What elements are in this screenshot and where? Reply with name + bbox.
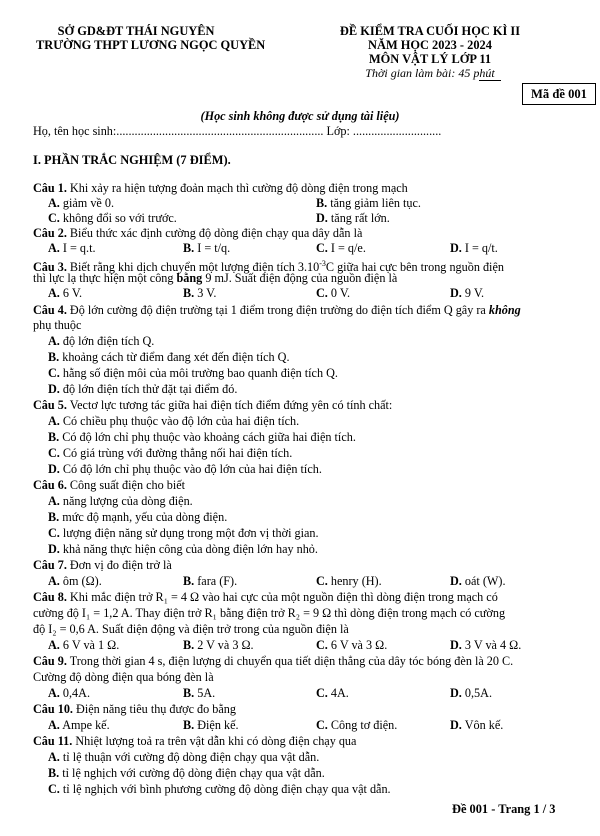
option-letter: C. (316, 686, 328, 700)
option-10a[interactable] (48, 718, 110, 733)
option-letter: A. (48, 241, 60, 255)
option-letter: A. (48, 414, 60, 428)
question-2 (33, 226, 362, 241)
option-letter: B. (48, 510, 60, 524)
question-text: Khi xảy ra hiện tượng đoản mạch thì cường độ dòng điện trong mạch (66, 181, 408, 195)
subject: MÔN VẬT LÝ LỚP 11 (368, 52, 492, 66)
option-letter: B. (48, 350, 60, 364)
option-5c[interactable] (48, 446, 292, 461)
option-text: henry (H). (330, 574, 382, 588)
student-info-line[interactable]: Họ, tên học sinh:.................................................................... Lớp: ............................. (33, 124, 442, 138)
option-letter: D. (48, 542, 60, 556)
question-text: Vectơ lực tương tác giữa hai điện tích điểm đứng yên có tính chất: (66, 398, 393, 412)
option-7b[interactable] (183, 574, 237, 589)
option-text: I = q.t. (62, 241, 96, 255)
question-text: Đơn vị đo điện trở là (66, 558, 172, 572)
option-3a[interactable] (48, 286, 82, 301)
option-text: 6 V và 1 Ω. (62, 638, 120, 652)
option-letter: B. (183, 638, 195, 652)
option-letter: C. (48, 366, 60, 380)
option-text: lượng điện năng sử dụng trong một đơn vị thời gian. (62, 526, 319, 540)
question-11 (33, 734, 356, 749)
option-9d[interactable] (450, 686, 492, 701)
option-text: 6 V và 3 Ω. (330, 638, 388, 652)
option-text: 3 V và 4 Ω. (464, 638, 522, 652)
question-label: Câu 6. (33, 478, 67, 492)
option-8b[interactable] (183, 638, 254, 653)
option-letter: D. (48, 462, 60, 476)
option-1b[interactable] (316, 196, 421, 211)
option-letter: D. (450, 286, 462, 300)
option-text: Có độ lớn chỉ phụ thuộc vào độ lớn của hai điện tích. (62, 462, 322, 476)
option-letter: A. (48, 638, 60, 652)
option-letter: D. (450, 718, 462, 732)
option-2b[interactable] (183, 241, 230, 256)
option-letter: D. (450, 638, 462, 652)
option-text: 9 V. (464, 286, 485, 300)
school-name: TRƯỜNG THPT LƯƠNG NGỌC QUYỀN (36, 38, 266, 52)
question-8-line2: cường độ I₁ = 1,2 A. Thay điện trở R₁ bằng điện trở R₂ = 9 Ω thì dòng điện trong mạch có cường (33, 606, 506, 620)
time-limit: Thời gian làm bài: 45 phút (365, 66, 495, 80)
option-7c[interactable] (316, 574, 382, 589)
option-11a[interactable] (48, 750, 319, 765)
question-label: Câu 4. (33, 303, 67, 317)
option-letter: B. (316, 196, 328, 210)
option-text: 6 V. (62, 286, 83, 300)
option-letter: B. (183, 286, 195, 300)
emphasis-word: không (488, 303, 521, 317)
option-10c[interactable] (316, 718, 397, 733)
question-text: Biết rằng khi dịch chuyển một lượng điện tích 3.10 (66, 260, 320, 275)
option-letter: C. (316, 638, 328, 652)
option-letter: C. (48, 446, 60, 460)
question-9-line2: Cường độ dòng điện qua bóng đèn là (33, 670, 214, 684)
question-6 (33, 478, 185, 493)
option-6d[interactable] (48, 542, 318, 557)
option-4b[interactable] (48, 350, 290, 365)
option-9a[interactable] (48, 686, 90, 701)
option-letter: B. (183, 574, 195, 588)
option-text: I = q/e. (330, 241, 366, 255)
option-5d[interactable] (48, 462, 322, 477)
option-letter: D. (450, 686, 462, 700)
question-text: Trong thời gian 4 s, điện lượng di chuyển qua tiết diện thẳng của dây tóc bóng đèn là 20 C. (66, 654, 514, 668)
option-4c[interactable] (48, 366, 338, 381)
option-9c[interactable] (316, 686, 349, 701)
question-label: Câu 9. (33, 654, 67, 668)
option-text: tỉ lệ thuận với cường độ dòng điện chạy qua vật dẫn. (62, 750, 320, 764)
option-3d[interactable] (450, 286, 484, 301)
question-7 (33, 558, 172, 573)
option-letter: C. (316, 574, 328, 588)
option-letter: B. (48, 766, 60, 780)
question-label: Câu 11. (33, 734, 73, 748)
question-text-cont: C giữa hai cực bên trong nguồn điện (325, 260, 504, 275)
option-letter: A. (48, 334, 60, 348)
option-7d[interactable] (450, 574, 506, 589)
option-text: mức độ mạnh, yếu của dòng điện. (62, 510, 228, 524)
question-text: Công suất điện cho biết (66, 478, 186, 492)
question-label: Câu 10. (33, 702, 73, 716)
option-letter: B. (183, 686, 195, 700)
option-text: tỉ lệ nghịch với bình phương cường độ dòng điện chạy qua vật dẫn. (62, 782, 391, 796)
option-text: Có chiều phụ thuộc vào độ lớn của hai điện tích. (62, 414, 300, 428)
option-letter: D. (450, 574, 462, 588)
option-text: khoảng cách từ điểm đang xét đến điện tích Q. (62, 350, 290, 364)
time-underline (479, 80, 501, 81)
option-text: 4A. (330, 686, 349, 700)
option-6b[interactable] (48, 510, 227, 525)
option-letter: A. (48, 718, 60, 732)
option-text: tỉ lệ nghịch với cường độ dòng điện chạy qua vật dẫn. (62, 766, 325, 780)
question-text: thì lực lạ thực hiện một công (33, 271, 177, 285)
option-10d[interactable] (450, 718, 503, 733)
question-label: Câu 2. (33, 226, 67, 240)
option-letter: D. (450, 241, 462, 255)
no-materials-note: (Học sinh không được sử dụng tài liệu) (200, 109, 400, 123)
school-year: NĂM HỌC 2023 - 2024 (368, 38, 492, 52)
option-7a[interactable] (48, 574, 102, 589)
option-6c[interactable] (48, 526, 319, 541)
option-letter: C. (316, 241, 328, 255)
option-text: Có giá trùng với đường thẳng nối hai điện tích. (62, 446, 293, 460)
question-label: Câu 7. (33, 558, 67, 572)
page-footer: Đề 001 - Trang 1 / 3 (452, 802, 556, 816)
option-text: oát (W). (464, 574, 506, 588)
option-letter: B. (183, 241, 195, 255)
option-letter: A. (48, 574, 60, 588)
question-5 (33, 398, 392, 413)
question-text: Nhiệt lượng toả ra trên vật dẫn khi có dòng điện chạy qua (72, 734, 357, 748)
option-letter: C. (316, 718, 328, 732)
option-letter: C. (48, 782, 60, 796)
option-letter: A. (48, 196, 60, 210)
question-4-line2: phụ thuộc (33, 318, 82, 332)
question-8 (33, 590, 498, 605)
question-label: Câu 1. (33, 181, 67, 195)
school-department: SỞ GD&ĐT THÁI NGUYÊN (57, 24, 215, 38)
question-9 (33, 654, 513, 669)
question-text: Điện năng tiêu thụ được đo bằng (72, 702, 236, 716)
option-text: 2 V và 3 Ω. (197, 638, 254, 652)
option-letter: B. (183, 718, 195, 732)
section-title: I. PHẦN TRẮC NGHIỆM (7 ĐIỂM). (33, 153, 231, 167)
option-letter: C. (316, 286, 328, 300)
option-text: tăng giảm liên tục. (330, 196, 421, 210)
exam-title: ĐỀ KIỂM TRA CUỐI HỌC KÌ II (339, 24, 521, 38)
option-text: năng lượng của dòng điện. (62, 494, 193, 508)
option-letter: D. (316, 211, 328, 225)
option-text: độ lớn điện tích thử đặt tại điểm đó. (62, 382, 238, 396)
option-text: 3 V. (197, 286, 217, 300)
option-text: I = t/q. (197, 241, 231, 255)
option-text: fara (F). (197, 574, 238, 588)
option-text: Công tơ điện. (330, 718, 398, 732)
option-text: khả năng thực hiện công của dòng điện lớn hay nhỏ. (62, 542, 318, 556)
option-3c[interactable] (316, 286, 350, 301)
option-text: Vôn kế. (464, 718, 504, 732)
question-text: Độ lớn cường độ điện trường tại 1 điểm trong điện trường do điện tích điểm Q gây ra (66, 303, 489, 317)
option-text: độ lớn điện tích Q. (62, 334, 155, 348)
question-10 (33, 702, 236, 717)
option-text: 0,4A. (62, 686, 90, 700)
question-label: Câu 8. (33, 590, 67, 604)
option-letter: D. (48, 382, 60, 396)
option-3b[interactable] (183, 286, 216, 301)
option-1d[interactable] (316, 211, 390, 226)
option-text: giảm về 0. (62, 196, 115, 210)
option-8d[interactable] (450, 638, 521, 653)
option-letter: C. (48, 211, 60, 225)
option-2c[interactable] (316, 241, 366, 256)
option-5b[interactable] (48, 430, 356, 445)
question-text: Biểu thức xác định cường độ dòng điện chạy qua dây dẫn là (66, 226, 363, 240)
option-2d[interactable] (450, 241, 498, 256)
option-9b[interactable] (183, 686, 215, 701)
question-label: Câu 3. (33, 260, 67, 275)
option-4a[interactable] (48, 334, 154, 349)
option-text: tăng rất lớn. (330, 211, 390, 225)
question-1 (33, 181, 408, 196)
option-text: không đổi so với trước. (62, 211, 177, 225)
option-text: 0 V. (330, 286, 351, 300)
option-1a[interactable] (48, 196, 114, 211)
option-letter: A. (48, 686, 60, 700)
option-11c[interactable] (48, 782, 391, 797)
option-letter: A. (48, 750, 60, 764)
option-text: ôm (Ω). (62, 574, 102, 588)
question-bold-word: bằng (176, 271, 203, 285)
question-text: Khi mắc điện trở R₁ = 4 Ω vào hai cực của một nguồn điện thì dòng điện trong mạch có (66, 590, 498, 604)
question-label: Câu 5. (33, 398, 67, 412)
question-4 (33, 303, 521, 318)
question-text: 9 mJ. Suất điện động của nguồn điện là (202, 271, 398, 285)
option-text: Ampe kế. (62, 718, 110, 732)
question-3-line2 (33, 271, 397, 286)
option-letter: A. (48, 494, 60, 508)
option-8c[interactable] (316, 638, 387, 653)
option-text: hằng số điện môi của môi trường bao quanh điện tích Q. (62, 366, 338, 380)
option-2a[interactable] (48, 241, 96, 256)
option-10b[interactable] (183, 718, 239, 733)
option-5a[interactable] (48, 414, 299, 429)
exam-code-box: Mã đề 001 (522, 83, 596, 105)
question-8-line3: độ I₂ = 0,6 A. Suất điện động và điện trở trong của nguồn điện là (33, 622, 349, 636)
option-11b[interactable] (48, 766, 325, 781)
option-text: Điện kế. (197, 718, 239, 732)
option-text: Có độ lớn chỉ phụ thuộc vào khoảng cách giữa hai điện tích. (62, 430, 356, 444)
option-1c[interactable] (48, 211, 177, 226)
option-letter: C. (48, 526, 60, 540)
option-text: I = q/t. (464, 241, 498, 255)
option-text: 5A. (197, 686, 216, 700)
option-6a[interactable] (48, 494, 193, 509)
option-letter: B. (48, 430, 60, 444)
option-4d[interactable] (48, 382, 237, 397)
option-8a[interactable] (48, 638, 119, 653)
option-letter: A. (48, 286, 60, 300)
option-text: 0,5A. (464, 686, 492, 700)
exponent: -3 (319, 259, 326, 268)
